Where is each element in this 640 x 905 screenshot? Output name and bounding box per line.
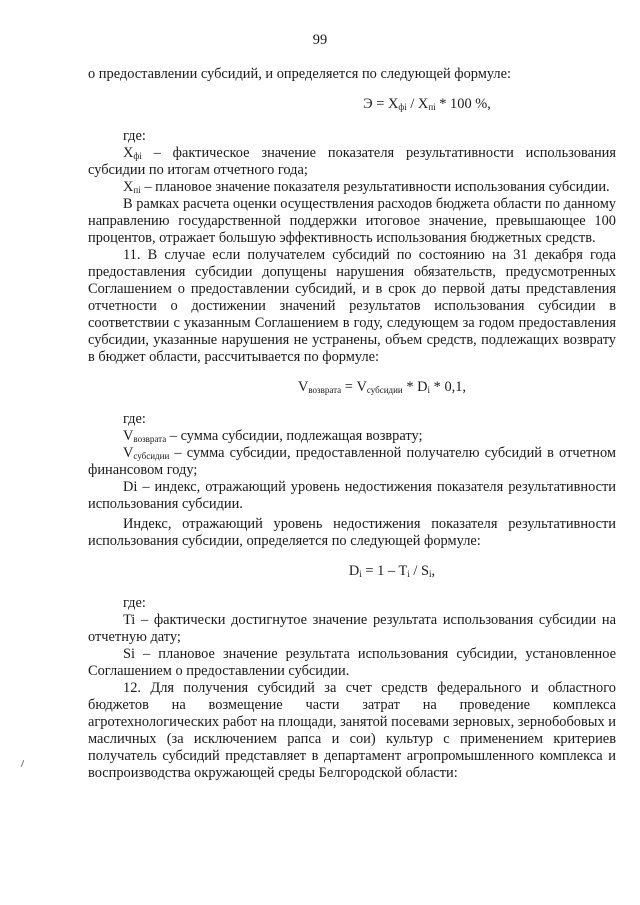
where-label: где:	[123, 128, 146, 144]
scan-artifact	[21, 760, 24, 767]
definition-ti: Ti – фактически достигнутое значение результата использования субсидии на отчетную дату;	[88, 612, 616, 645]
definition-xfi: $X_{фi}$ – фактическое значение показателя результативности использования субсидии по итогам отчетного года;	[88, 145, 616, 178]
paragraph-12: 12. Для получения субсидий за счет средств федерального и областного бюджетов на возмещение части затрат на проведение комплекса агротехнологических работ на площади, занятой посевами зерновых, зернобобовых и масличных (за исключением рапса и сои) культур с применением критериев получатель субсидий представляет в департамент агропромышленного комплекса и воспроизводства окружающей среды Белгородской области:	[88, 680, 616, 781]
paragraph-index: Индекс, отражающий уровень недостижения показателя результативности использования субсидии, определяется по следующей формуле:	[88, 516, 616, 549]
definition-xpi: $X_{пi}$ – плановое значение показателя результативности использования субсидии.	[123, 179, 610, 195]
page-number: 99	[312, 32, 328, 48]
formula-refund: $V_{возврата} = V_{субсидии} * D_i * 0,1$,	[297, 379, 467, 395]
formula-efficiency: $Э = X_{фi} / X_{пi} * 100$ %,	[363, 96, 491, 112]
intro-line: о предоставлении субсидий, и определяется по следующей формуле:	[88, 66, 511, 82]
definition-v-subsidy: $V_{субсидии}$ – сумма субсидии, предоставленной получателю субсидий в отчетном финансовом году;	[88, 445, 616, 478]
definition-si: Si – плановое значение результата использования субсидии, установленное Соглашением о предоставлении субсидии.	[88, 646, 616, 679]
where-label: где:	[123, 595, 146, 611]
definition-di: Di – индекс, отражающий уровень недостижения показателя результативности использования субсидии.	[88, 479, 616, 512]
where-label: где:	[123, 411, 146, 427]
formula-index: $D_i = 1 - T_i / S_i$,	[348, 563, 436, 579]
document-body	[88, 66, 616, 782]
paragraph-11: 11. В случае если получателем субсидий по состоянию на 31 декабря года предоставления субсидии допущены нарушения обязательств, предусмотренных Соглашением о предоставлении субсидий, и в срок до первой даты представления отчетности о достижении значений результатов использования субсидии в соответствии с указанным Соглашением в году, следующем за годом предоставления субсидии, указанные нарушения не устранены, объем средств, подлежащих возврату в бюджет области, рассчитывается по формуле:	[88, 247, 616, 365]
paragraph-budget: В рамках расчета оценки осуществления расходов бюджета области по данному направлению государственной поддержки итоговое значение, превышающее 100 процентов, отражает большую эффективность использования бюджетных средств.	[88, 196, 616, 246]
definition-v-refund: $V_{возврата}$ – сумма субсидии, подлежащая возврату;	[123, 428, 423, 444]
